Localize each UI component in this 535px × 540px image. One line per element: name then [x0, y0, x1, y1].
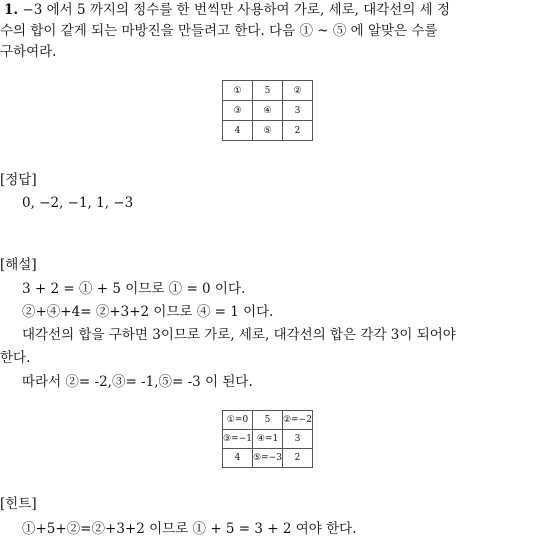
table-row	[223, 430, 313, 449]
grid-cell: ⑤	[253, 121, 283, 141]
hint-text: ①+5+②=②+3+2 이므로 ① + 5 = 3 + 2 여야 한다.	[22, 521, 357, 537]
explanation-line-3: 대각선의 합을 구하면 3이므로 가로, 세로, 대각선의 합은 각각 3이 되어야	[22, 327, 456, 343]
grid-cell: 3	[283, 430, 313, 449]
answer-heading: [정답]	[0, 172, 37, 188]
grid-cell: 2	[283, 449, 313, 468]
explanation-line-1: 3 + 2 = ① + 5 이므로 ① = 0 이다.	[22, 281, 246, 297]
grid-cell: 5	[253, 81, 283, 101]
problem-line-2: 수의 합이 같게 되는 마방진을 만들려고 한다. 다음 ① ~ ⑤ 에 알맞은 수를	[0, 23, 438, 39]
table-row	[223, 449, 313, 468]
grid-cell: ⑤=−3	[253, 449, 283, 468]
table-row	[223, 81, 313, 101]
explanation-line-4: 한다.	[0, 350, 31, 366]
grid-cell: ①=0	[223, 411, 253, 430]
problem-number: 1.	[4, 2, 19, 18]
grid-cell: ②	[283, 81, 313, 101]
grid-cell: ①	[223, 81, 253, 101]
grid-cell: 4	[223, 449, 253, 468]
table-row	[223, 411, 313, 430]
problem-text-1: −3 에서 5 까지의 정수를 한 번씩만 사용하여 가로, 세로, 대각선의 세 정	[22, 2, 451, 18]
problem-line-3: 구하여라.	[0, 44, 57, 60]
explanation-line-5: 따라서 ②= -2,③= -1,⑤= -3 이 된다.	[22, 374, 253, 390]
grid-cell: ②=−2	[283, 411, 313, 430]
explanation-heading: [해설]	[0, 257, 37, 273]
hint-heading: [힌트]	[0, 496, 37, 512]
grid-cell: 4	[223, 121, 253, 141]
answer-text: 0, −2, −1, 1, −3	[22, 195, 134, 211]
grid-cell: ④	[253, 101, 283, 121]
grid-cell: ③	[223, 101, 253, 121]
explanation-line-2: ②+④+4= ②+3+2 이므로 ④ = 1 이다.	[22, 304, 274, 320]
magic-square-problem	[222, 80, 313, 141]
grid-cell: ④=1	[253, 430, 283, 449]
magic-square-solution	[222, 410, 313, 468]
grid-cell: 5	[253, 411, 283, 430]
grid-cell: ③=−1	[223, 430, 253, 449]
table-row	[223, 101, 313, 121]
problem-line-1	[4, 0, 450, 20]
grid-cell: 2	[283, 121, 313, 141]
grid-cell: 3	[283, 101, 313, 121]
table-row	[223, 121, 313, 141]
